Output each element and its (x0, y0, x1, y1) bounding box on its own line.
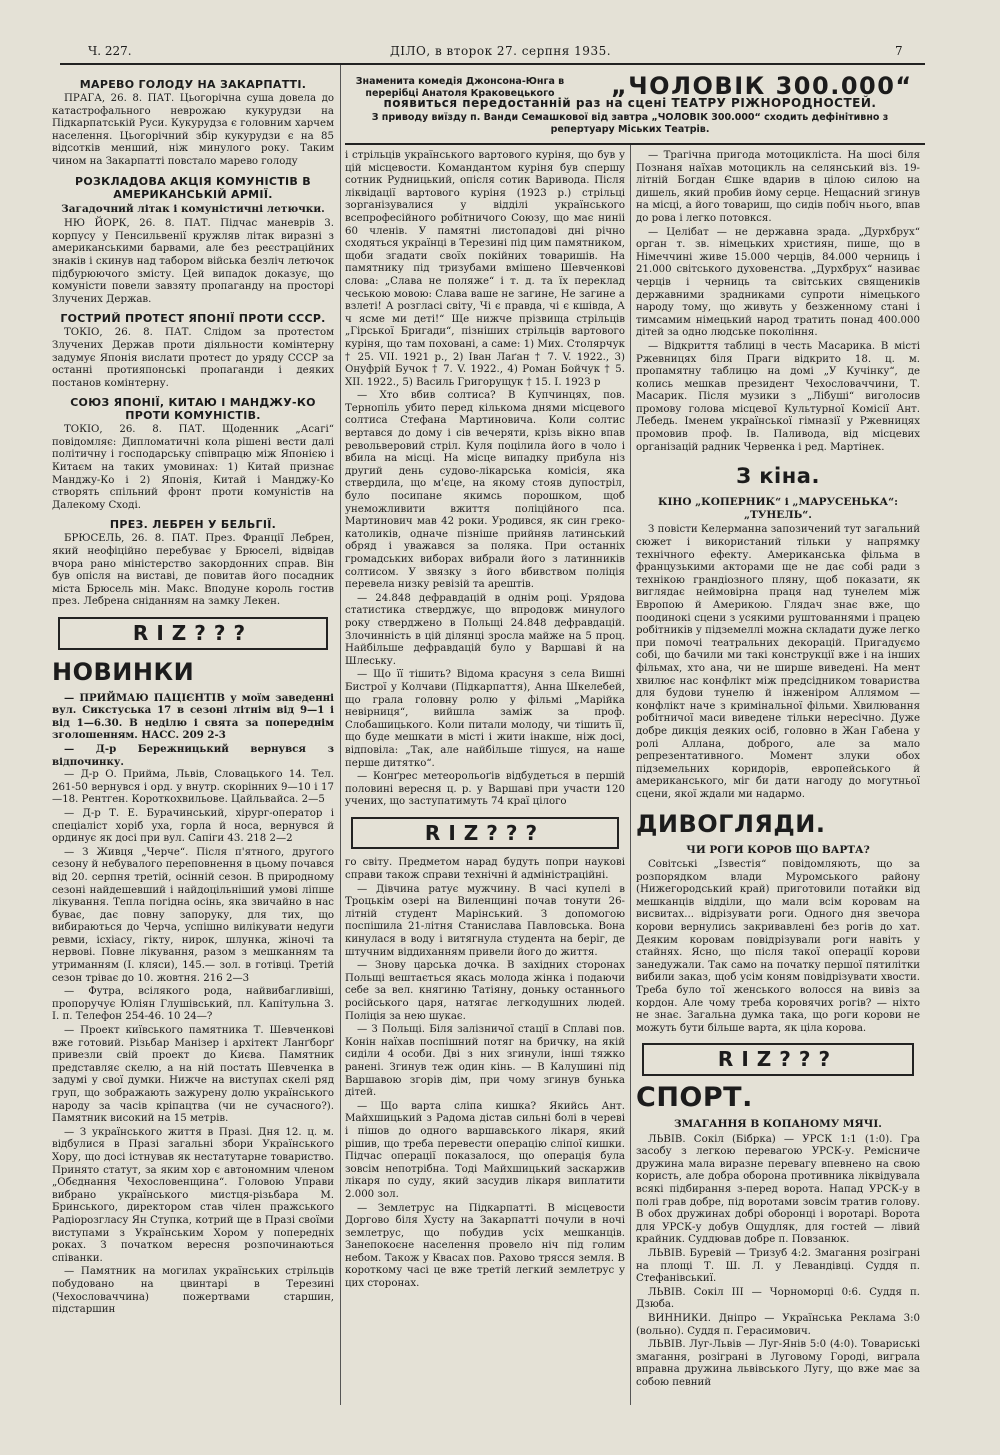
news-item: — Конґрес метеорольоґів відбудеться в першій половині вересня ц. р. у Варшаві при участи 120 учених, що заступатимуть 74 краї цілого (345, 771, 625, 808)
promo-rule (345, 143, 925, 145)
promo-line: появиться передостанній раз на сцені ТЕАТРУ РІЖНОРОДНОСТЕЙ. (383, 96, 877, 110)
news-item: — Трагічна пригода мотоцикліста. На шосі біля Познаня наїхав мотоцикль на селянський віз. 19-літній Богдан Єшке вдарив в цілою силою на дишель, який пробив йому серце. Нещасний згинув на місці, а його товариш, що сидів побіч нього, впав до рова і легко потовкся. (636, 150, 920, 224)
article-text: ТОКІО, 26. 8. ПАТ. Щоденник „Асагі“ повідомляє: Дипломатичні кола рішені вести далі політичну і господарську співпрацю між Японією і Китаєм на таких умовинах: 1) Китай признає Манджу-Ко і 2) Японія, Китай і Манджу-Ко створять спільний фронт проти комуністів на Далекому Сході. (52, 424, 334, 511)
column-2 (345, 150, 625, 1407)
column-1 (52, 72, 334, 1407)
column-3 (636, 150, 920, 1407)
news-item: — Д-р Бережницький вернувся з відпочинку. (52, 742, 334, 768)
riz-advert-box: RIZ??? (351, 817, 619, 850)
news-item: — Проект київського памятника Т. Шевченкові вже готовий. Різьбар Манізер і архітект Ланґборґ привезли свій проект до Києва. Памятник представляє скелю, а на ній постать Шевченка в задумі у свої думки. Нижче на виступах скелі ряд груп, що зображають зажурену долю українського народу за часів кріпацтва (чи не сучасного?). Памятник високий на 15 метрів. (52, 1025, 334, 1125)
article-text: ПРАГА, 26. 8. ПАТ. Цьогорічна суша довела до катастрофального неврожаю кукурудзи на Підкарпатській Руси. Кукурудза є головним харчем населення. Цьогорічний збір кукурудзи є на 85 відсотків менший, ніж минулого року. Таким чином на Закарпатті повстало марево голоду (52, 93, 334, 167)
news-item: — Д-р О. Прийма, Львів, Словацького 14. Тел. 261-50 вернувся і орд. у внутр. скорінних 9—10 і 17—18. Рентген. Короткохвильове. Цайльвайса. 2—5 (52, 769, 334, 806)
match-report: ЛЬВІВ. Сокіл III — Чорноморці 0:6. Суддя п. Дзюба. (636, 1286, 920, 1311)
article-heading: СОЮЗ ЯПОНІЇ, КИТАЮ І МАНДЖУ-КО ПРОТИ КОМУНІСТІВ. (70, 396, 316, 423)
riz-advert-box: RIZ??? (58, 617, 328, 650)
section-heading-kino: З кіна. (736, 464, 820, 489)
article-subheading: Загадочний літак і комуністичні летючки. (61, 202, 325, 215)
article-subheading: ЧИ РОГИ КОРОВ ЩО ВАРТА? (686, 843, 870, 856)
column-rule-2 (630, 145, 631, 1405)
page-number: 7 (895, 44, 903, 58)
news-item: — Футра, всілякого рода, найвибагливіші, пропоручує Юліян Глушівський, пл. Капітульна 3. І. п. Телефон 254-46. 10 24—? (52, 986, 334, 1023)
section-heading-novinky: НОВИНКИ (52, 657, 195, 686)
article-text: го світу. Предметом нарад будуть попри наукові справи також справи технічні й адміністраційні. (345, 857, 625, 882)
article-subheading: ЗМАГАННЯ В КОПАНОМУ МЯЧІ. (674, 1118, 882, 1130)
news-item: — Д-р Т. Е. Бурачинський, хірург-оператор і спеціаліст хоріб уха, горла й носа, вернувся й ординує як досі при вул. Сапіги 43. 218 2—2 (52, 807, 334, 845)
promo-note: З приводу виїзду п. Ванди Семашкової від завтра „ЧОЛОВІК 300.000“ сходить дефінітивно з репертуару Міських Театрів. (371, 112, 889, 135)
header-rule (60, 63, 925, 65)
news-item: — Землетрус на Підкарпатті. В місцевости Доргово біля Хусту на Закарпатті почули в ночі землетрус, що побудив усіх мешканців. Занепокоєне населення провело ніч під голим небом. Також у Квасах пов. Рахово трясся земля. В короткому часі це вже третій легкий землетрус у цих сторонах. (345, 1202, 625, 1290)
match-report: ЛЬВІВ. Буревій — Тризуб 4:2. Змагання розіграні на площі Т. Ш. Л. у Левандівці. Суддя п. Стефанівськиї. (636, 1247, 920, 1285)
masthead: ДІЛО, в второк 27. серпня 1935. (390, 44, 612, 58)
article-text: НЮ ЙОРК, 26. 8. ПАТ. Підчас маневрів 3. корпусу у Пенсильвенії кружляв літак виразні з американськими барвами, але без реєстраційних знаків і скинув над табором війська безліч летючок підбурюючого змісту. Цей випадок доказує, що комуністи повели завзяту пропаганду на просторі Злучених Держав. (52, 218, 334, 305)
riz-advert-box: RIZ??? (642, 1043, 914, 1076)
news-item: — Целібат — не державна зрада. „Дурхбрух“ орган т. зв. німецьких християн, пише, що в Німеччині живе 15.000 черців, 84.000 черниць і 21.000 світського духовенства. „Дурхбрух“ називає черців і черниць та світських священиків державними зрадниками супроти німецького народу тому, що живуть у безженному стані і тимсамим німецький народ тратить понад 400.000 дітей за одно людське покоління. (636, 226, 920, 339)
promo-intro: Знаменита комедія Джонсона-Юнга в перерібці Анатоля Краковецького (355, 76, 565, 99)
match-report: ЛЬВІВ. Луг-Львів — Луг-Янів 5:0 (4:0). Товариські змагання, розіграні в Луговому Городі, виграла вправна дружина львівського Лугу, що вже має за собою певний (636, 1339, 920, 1388)
article-text: Совітські „Ізвестія“ повідомляють, що за розпорядком влади Муромського району (Нижегородський край) приготовили потайки від мешканців відділи, що мали всім коровам на висвитах... відрізувати роги. Одного дня звечора корови вернулись закривавлені без рогів до хат. Деяким коровам повідрізували роги навіть у стайнях. Ясно, що після такої операції корови занедужали. Так само на початку першої пятилітки вибили заказ, щоб усім коням повідрізувати хвости. Треба було тої женського волосся на вивіз за кордон. Але чому треба коровячих рогів? — ніхто не знає. Загальна думка така, що роги корови не можуть бути більше варта, як ціла корова. (636, 859, 920, 1034)
promo-title: „ЧОЛОВІК 300.000“ (611, 72, 913, 100)
article-heading: РОЗКЛАДОВА АКЦІЯ КОМУНІСТІВ В АМЕРИКАНСЬКІЙ АРМІЇ. (75, 174, 311, 201)
section-heading-dyvohliady: ДИВОГЛЯДИ. (636, 809, 826, 838)
article-heading: ПРЕЗ. ЛЕБРЕН У БЕЛЬГІЇ. (109, 518, 277, 532)
news-item: — З українського життя в Празі. Дня 12. ц. м. відбулися в Празі загальні збори Українського Хору, що досі істнував як нестатутарне товариство. Принято статут, за яким хор є автономним членом „Обєднання Чехословенщина“. Головою Управи вибрано українського мистця-різьбара М. Бринського, директором став чілен пражського Радіорозгласу Ян Ступка, котрий ще в Празі своїми виступами з Українським Хором у попередніх роках. З початком вересня розпочинаються співанки. (52, 1126, 334, 1264)
news-item: — З Польщі. Біля залізничої стації в Сплаві пов. Конін наїхав поспішний потяг на бричку, на якій сиділи 4 особи. Дві з них згинули, інші тяжко ранені. Згинув теж один кінь. — В Калушині під Варшавою згорів дім, при чому згинув бунька дітей. (345, 1024, 625, 1099)
match-report: ЛЬВІВ. Сокіл (Бібрка) — УРСК 1:1 (1:0). Гра засобу з легкою перевагою УРСК-у. Ремісниче дружина мала виразне перевагу впевнено на свою користь, але добра оборона противника ліквідувала всякі підбирання з-перед ворота. Напад УРСК-у в полі грав добре, під воротами зовсім тратив голову. В обох дружинах добрі оборонці і воротарі. Ворота для УРСК-у добув Ощудляк, для гостей — лівий крайник. Суддював добре п. Повзанюк. (636, 1133, 920, 1246)
news-item: — Що варта сліпа кишка? Якийсь Ант. Майхшицький з Радома дістав сильні болі в череві і пішов до одного варшавського лікаря, який рішив, що треба перевести операцію сліпої кишки. Підчас операції показалося, що операція була зовсім непотрібна. Тоді Майхшицький заскаржив лікаря по суду, який засудив лікаря виплатити 2.000 зол. (345, 1100, 625, 1200)
news-item: — Хто вбив солтиса? В Купчинцях, пов. Тернопіль убито перед кількома днями місцевого солтиса Стефана Мартиновича. Коли солтис вертався до дому і сів вечеряти, крізь вікно впав револьверовий стріл. Куля поцілила його в чоло і вбила на місці. На місце випадку прибула ніз другий день судово-лікарська комісія, яка ствердила, що м'єце, на якому стояв дупостріл, було посипане якимсь порошком, щоб унеможливити вжиття поліційного пса. Мартинович мав 42 роки. Уродився, як син греко-католиків, одначе пізніше прийняв латинський обряд і уважався за поляка. При останніх громадських виборах вибрали його з латинників солтисом. У звязку з його вбивством поліція перевела низку ревізій та арештів. (345, 390, 625, 591)
film-title: КІНО „КОПЕРНИК“ і „МАРУСЕНЬКА“: „ТУНЕЛЬ“. (657, 496, 899, 521)
news-item: — Памятник на могилах українських стрільців побудовано на цвинтарі в Терезині (Чехословаччина) пожертвами старшин, підстаршин (52, 1266, 334, 1316)
issue-number: Ч. 227. (88, 44, 132, 58)
news-item: — Знову царська дочка. В західних сторонах Польщі вештається якась молода жінка і подаючи себе за вел. княгиню Татіяну, доньку останнього російського царя, натягає легкодушних людей. Поліція за нею шукає. (345, 960, 625, 1022)
news-item: — ПРИЙМАЮ ПАЦІЄНТІВ у моїм заведенні вул. Сикстуська 17 в сезоні літнім від 9—1 і від 1—6.30. В неділю і свята за попереднім зголошенням. НАСС. 209 2-3 (52, 691, 334, 742)
column-rule-1 (340, 65, 341, 1405)
article-heading: ГОСТРИЙ ПРОТЕСТ ЯПОНІЇ ПРОТИ СССР. (60, 312, 326, 326)
article-text: і стрільців українського вартового куріня, що був у цій місцевости. Командантом куріня був спершу сотник Рудницький, опісля сотик Варивода. Після ліквідації вартового куріня (1923 р.) стрільці зорганізувалися у відділі українського всепрофесійного робітничого Союзу, що має ниніі 60 членів. У памятні листопадові дні річно сходяться українці в Терезині під цим памятником, щоби згадати своїх покійних товаришів. На памятнику під тризубами вмішено Шевченкові слова: „Слава не поляже“ і т. д. та їх переклад чеською мовою: Слава ваше не загине, Не загине а взлеті! А розгласі світу, Чі є правда, чі є кшівда, А ч ясме ми деті!“ Ще нижче прізвища стрільців „Гірської Бригади“, пізніших стрільців вартового куріня, що там поховані, а саме: 1) Мих. Столярчук † 25. VII. 1921 р., 2) Іван Лаґан † 7. V. 1922., 3) Онуфрій Бучок † 7. V. 1922., 4) Роман Бойчук † 5. XII. 1922., 5) Василь Григорущук † 15. І. 1923 р (345, 150, 625, 388)
article-text: БРЮСЕЛЬ, 26. 8. ПАТ. През. Франції Лебрен, який неофіційно перебуває у Брюселі, відвідав вчора рано міністерство закордонних справ. Він був опісля на виставі, де повитав його посадник міста Брюсель мін. Макс. Вподуне король гостив през. Лебрена сніданням на замку Лекен. (52, 533, 334, 608)
film-review: З повісти Келерманна запозичений тут загальний сюжет і використаний тільки у напрямку технічного ефекту. Американська фільма в французькими акторами ще не дає собі ради з технікою грандіозного пляну, щоб показати, як виглядає неймовірна праця над тунелем між Европою й Америкою. Глядач знає вже, що поодинокі сцени з усякими руштованнями і працею робітників у підземеллі можна складати дуже легко при помочі театральних декорацій. Пригадуємо собі, що бачили ми такі конструкції вже і на інших фільмах, хто ана, чи не ширше виведені. На мент хвилює нас конфлікт між предсідником товариства для будови тунелю й інженіром Аллямом — конфлікт наче з кримінальної фільми. Хвилювання робітничої маси виведене тільки нересічно. Дуже добре дикція деяких осіб, головно в Жан Габена у ролі Аллана, доброго, але за мало репрезентативного. Момент злуки обох підземельних коридорів, европейського й американського, міг би дати нагоду до могутньої сцени, якої ждали ми надармо. (636, 524, 920, 800)
news-item: — 24.848 дефравдацій в однім році. Урядова статистика стверджує, що впродовж минулого року стверджено в Польщі 24.848 дефравдацій. Злочинність в цій ділянці зросла майже на 5 проц. Найбільше дефравдацій було у Варшаві й на Шлеську. (345, 592, 625, 667)
article-text: ТОКІО, 26. 8. ПАТ. Слідом за протестом Злучених Держав проти діяльности комінтерну задумує Японія вислати протест до уряду СССР за останні протияпонські пропаганди і деяких постанов комінтерну. (52, 327, 334, 389)
news-item: — Відкриття таблиці в честь Масарика. В місті Ржевницях біля Праги відкрито 18. ц. м. пропамятну таблицю на домі „У Кучінку“, де колись мешкав президент Чехословаччини, Т. Масарик. Після музики з „Лібуші“ виголосив промову голова місцевої Культурної Комісії Ант. Лебедь. Іменем української гімназії у Ржевницях промовив проф. Ів. Паливода, від місцевих організацій радник Червенка і ред. Мартінек. (636, 340, 920, 453)
theatre-advertisement (345, 70, 915, 140)
news-item: — Що її тішить? Відома красуня з села Вишні Бистрої у Колчави (Підкарпаття), Анна Шкелебей, що грала головну ролю у фільмі „Марійка невірниця“, вийшла заміж за проф. Слобашицького. Коли питали молоду, чи тішить її, що буде мешкати в місті і жити інакше, ніж досі, відповіла: „Так, але найбільше тішуся, на наше перше дитятко“. (345, 669, 625, 769)
section-heading-sport: СПОРТ. (636, 1082, 753, 1113)
article-heading: МАРЕВО ГОЛОДУ НА ЗАКАРПАТТІ. (79, 78, 307, 91)
match-report: ВИННИКИ. Дніпро — Українська Реклама 3:0 (вольно). Суддя п. Герасимович. (636, 1312, 920, 1337)
news-item: — З Живця „Черче“. Після п'ятного, другого сезону й небувалого переповнення в цьому почався від 20. серпня третій, осінній сезон. В природному сезоні найдешевший і найдоцільніший умові ліпше лікування. Тепла погідна осінь, яка звичайно в нас буває, дає повну запоруку, для тих, що вибираються до Черча, успішно вилікувати недуги ревми, ісхіасу, гікту, нирок, шлунка, жіночі та нервові. Повне лікування, разом з мешканням та утриманням (І. кляси), 145.— зол. в готівці. Третій сезон тріває до 10. жовтня. 216 2—3 (52, 846, 334, 984)
news-item: — Дівчина ратує мужчину. В часі купелі в Троцькім озері на Виленщині почав тонути 26-літній студент Марінський. З допомогою поспішила 21-літня Станислава Павловська. Вона кинулася в воду і витягнула студента на беріг, де штучним віддиханням привели його до життя. (345, 883, 625, 958)
